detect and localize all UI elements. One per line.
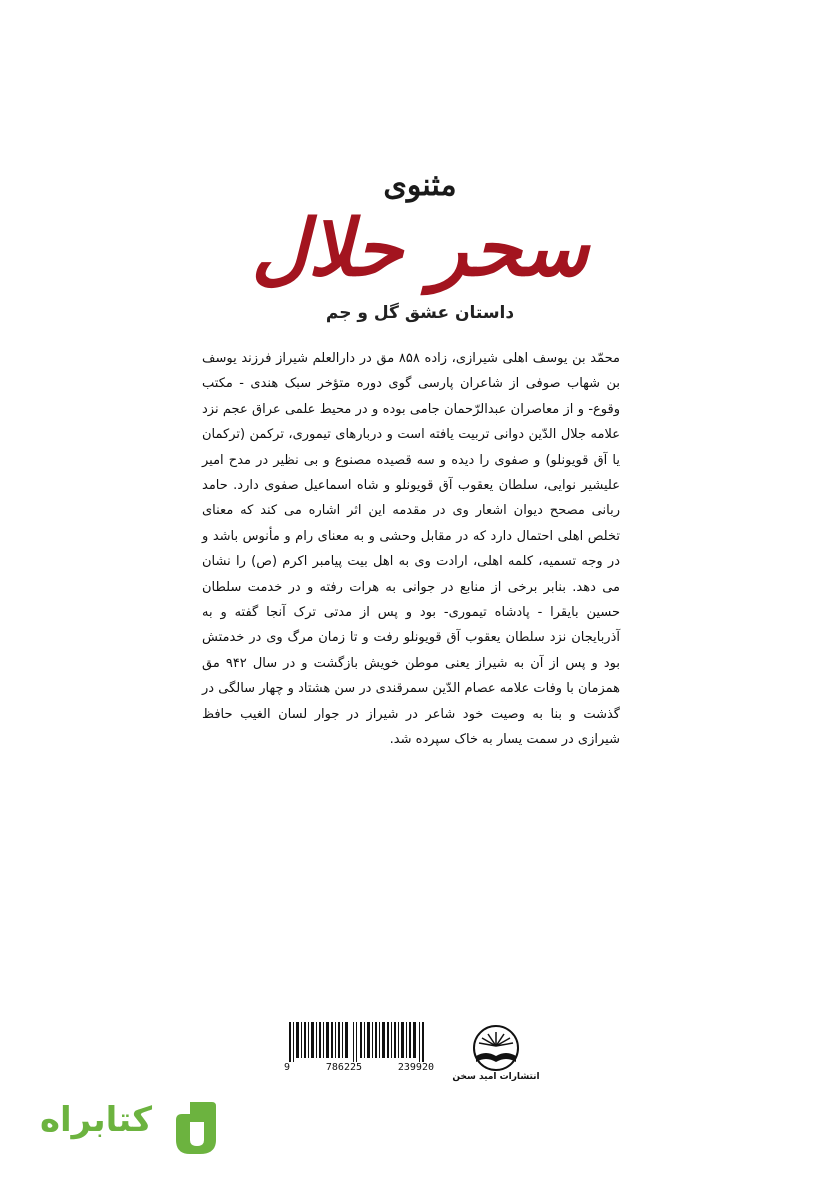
author-biography: محمّد بن یوسف اهلی شیرازی، زاده ۸۵۸ مق در دارالعلم شیراز فرزند یوسف بن شهاب صوفی از شاعران پارسی گوی دوره متؤخر سبک هندی - مکتب وقوع- و از معاصران عبدالرّحمان جامی بوده و در محیط علمی عراق عجم نزد علامه جلال الدّین دوانی تربیت یافته است و دربارهای تیموری، ترکمن (ترکمان یا آق قویونلو) و صفوی را دیده و سه قصیده مصنوع و بی نظیر در مدح امیر علیشیر نوایی، سلطان یعقوب آق قویونلو و شاه اسماعیل صفوی دارد. حامد ربانی مصحح دیوان اشعار وی در مقدمه این اثر اشاره می کند که معنای تخلص اهلی احتمال دارد که در مقابل وحشی و به معنای رام و مأنوس باشد و در وجه تسمیه، کلمه اهلی، ارادت وی به اهل بیت پیامبر اکرم (ص) را نشان می دهد. بنابر برخی از منابع در جوانی به هرات رفته و در خدمت سلطان حسین بایقرا - پادشاه تیموری- بود و پس از مدتی ترک آنجا گفته و به آذربایجان نزد سلطان یعقوب آق قویونلو رفت و تا زمان مرگ وی در خدمتش بود و پس از آن به شیراز یعنی موطن خویش بازگشت و در سال ۹۴۲ مق همزمان با وفات علامه عصام الدّین سمرقندی در سن هشتاد و چهار سالگی در گذشت و بنا به وصیت خود شاعر در شیراز در جوار لسان الغیب حافظ شیرازی در سمت یسار به خاک سپرده شد.: [202, 351, 620, 748]
barcode-icon: [283, 1020, 433, 1064]
isbn-digit-group-1: 786225: [325, 1062, 363, 1073]
ketabrah-text: کتابراه: [39, 1100, 152, 1140]
cover-tagline: داستان عشق گل و جم: [325, 303, 515, 323]
cover-title: سحر حلال: [251, 203, 589, 294]
rising-sun-book-icon: [446, 1022, 546, 1072]
isbn-digits: [284, 1062, 434, 1073]
cover-subtitle: مثنوی: [383, 168, 457, 203]
isbn-digit-prefix: 9: [284, 1062, 291, 1073]
isbn-digit-group-2: 239920: [397, 1062, 434, 1073]
publisher-name: انتشارات امید سخن: [452, 1072, 540, 1082]
